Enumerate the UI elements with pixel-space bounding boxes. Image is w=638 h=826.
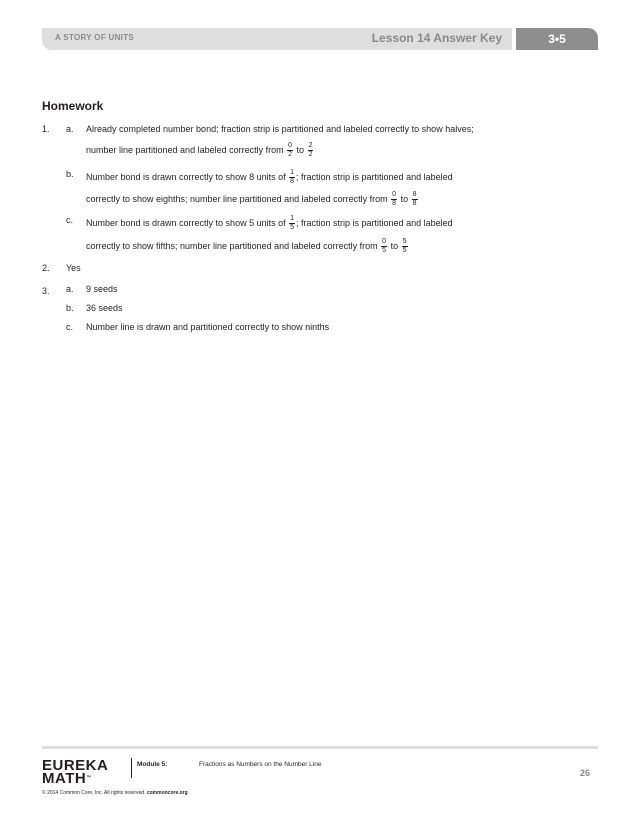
fraction: $\frac{1}{5}$ xyxy=(290,215,295,231)
part-letter: c. xyxy=(66,215,74,225)
part-letter: a. xyxy=(66,124,74,134)
part-letter: b. xyxy=(66,303,74,313)
fraction: $\frac{1}{8}$ xyxy=(290,169,295,185)
fraction: $\frac{0}{5}$ xyxy=(382,238,387,254)
answer-text: 36 seeds xyxy=(86,303,123,313)
answer-text: 9 seeds xyxy=(86,284,118,294)
question-number: 1. xyxy=(42,124,50,134)
answer-text: Already completed number bond; fraction strip is partitioned and labeled correctly to show halves; xyxy=(86,124,474,134)
fraction: $\frac{2}{2}$ xyxy=(308,142,313,158)
fraction: $\frac{8}{8}$ xyxy=(412,191,417,207)
answer-text: Yes xyxy=(66,263,81,273)
page-header xyxy=(42,28,598,50)
answer-text: number line partitioned and labeled correctly from $\frac{0}{2}$ to $\frac{2}{2}$ xyxy=(86,142,313,158)
answer-text: Number bond is drawn correctly to show 8 units of $\frac{1}{8}$ ; fraction strip is partitioned and labeled xyxy=(86,169,453,185)
fraction: $\frac{0}{2}$ xyxy=(288,142,293,158)
part-letter: c. xyxy=(66,322,74,332)
module-label: Module 5: xyxy=(137,761,168,768)
eureka-math-logo: EUREKA MATH™ xyxy=(42,757,109,787)
question-number: 2. xyxy=(42,263,50,273)
module-name: Fractions as Numbers on the Number Line xyxy=(199,761,322,768)
story-of-units-label: A STORY OF UNITS xyxy=(55,33,135,42)
footer-divider xyxy=(42,746,598,749)
lesson-title: Lesson 14 Answer Key xyxy=(371,31,502,45)
header-banner xyxy=(42,28,512,50)
part-letter: a. xyxy=(66,284,74,294)
answer-text: correctly to show fifths; number line partitioned and labeled correctly from $\frac{0}{5}$ to $\frac{5}{5}$ xyxy=(86,238,407,254)
answer-text: Number bond is drawn correctly to show 5 units of $\frac{1}{5}$ ; fraction strip is partitioned and labeled xyxy=(86,215,453,231)
answer-text: Number line is drawn and partitioned correctly to show ninths xyxy=(86,322,330,332)
homework-heading: Homework xyxy=(42,99,104,113)
website-link[interactable]: commoncore.org xyxy=(146,790,188,796)
grade-module-badge: 3•5 xyxy=(516,28,598,50)
fraction: $\frac{5}{5}$ xyxy=(402,238,407,254)
footer-vertical-divider xyxy=(131,758,132,778)
page-number: 26 xyxy=(580,768,591,778)
copyright-notice: © 2014 Common Core, Inc. All rights reserved. commoncore.org xyxy=(42,790,188,796)
question-number: 3. xyxy=(42,286,50,296)
answer-text: correctly to show eighths; number line partitioned and labeled correctly from $\frac{0}{8}$ to $\frac{8}{8}$ xyxy=(86,191,417,207)
part-letter: b. xyxy=(66,169,74,179)
fraction: $\frac{0}{8}$ xyxy=(392,191,397,207)
